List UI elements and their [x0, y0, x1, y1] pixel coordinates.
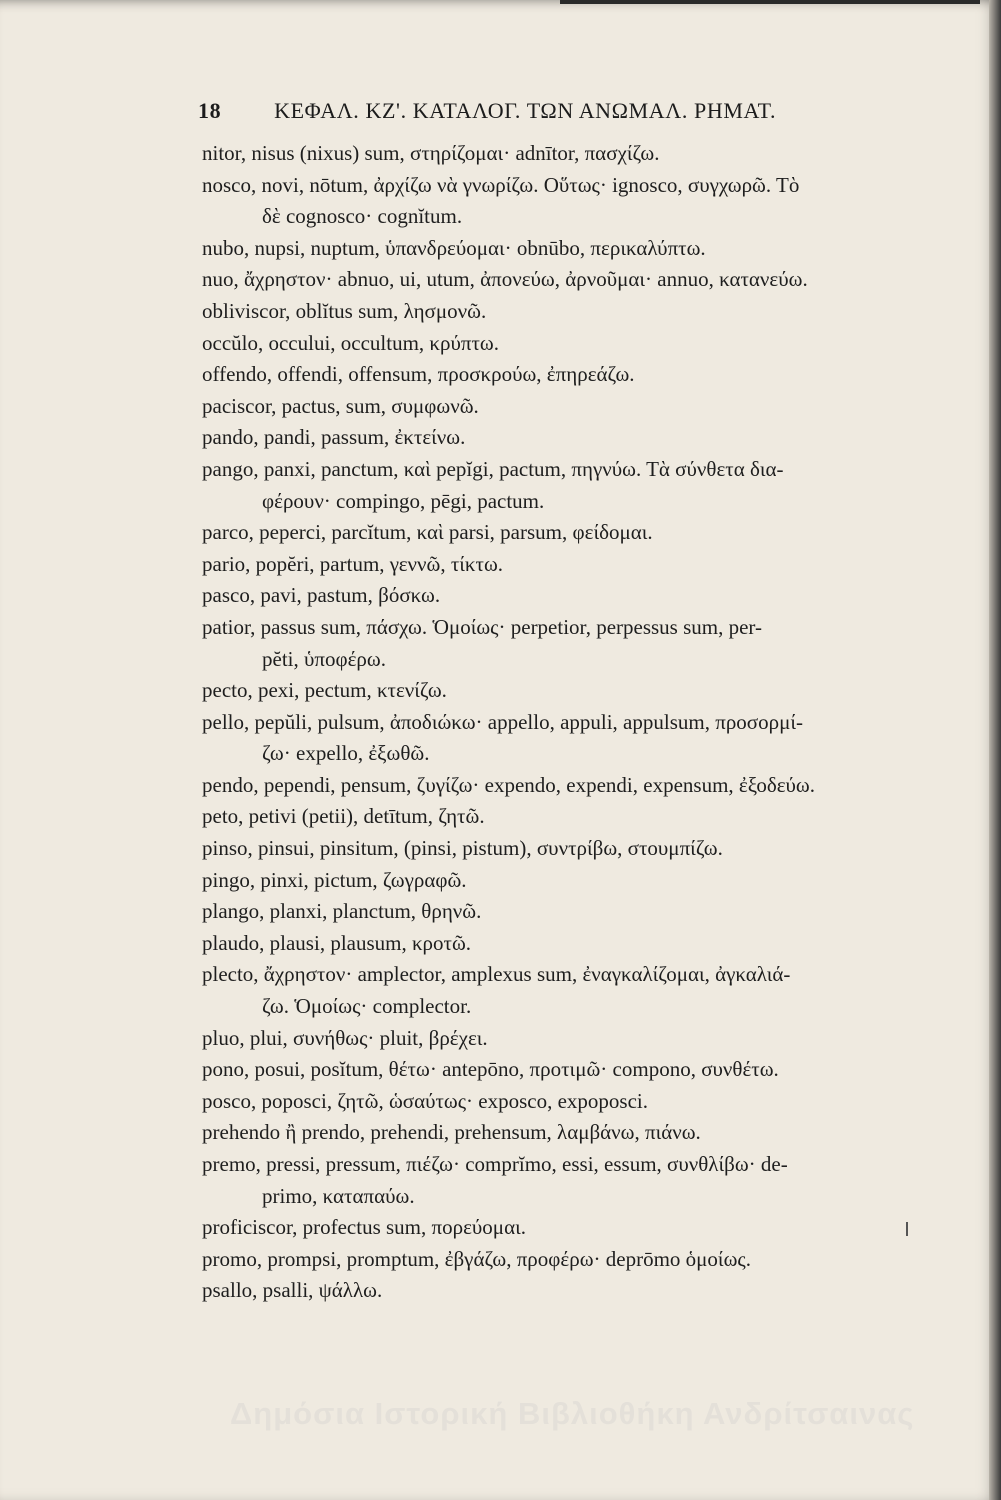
entry-line: plecto, ἄχρηστον· amplector, amplexus sum, ἐναγκαλίζομαι, ἀγκαλιά-: [202, 962, 791, 987]
running-header: [198, 98, 918, 124]
entry-line: obliviscor, oblĭtus sum, λησμονῶ.: [202, 298, 487, 323]
entry-line: pecto, pexi, pectum, κτενίζω.: [202, 678, 447, 703]
entry-line: premo, pressi, pressum, πιέζω· comprĭmo, essi, essum, συνθλίβω· de-: [202, 1152, 788, 1176]
entry-line: pendo, pependi, pensum, ζυγίζω· expendo, expendi, expensum, ἐξοδεύω.: [202, 772, 815, 797]
entry-line: pingo, pinxi, pictum, ζωγραφῶ.: [202, 867, 467, 892]
page-top-edge: [560, 0, 980, 4]
entry-line: patior, passus sum, πάσχω. Ὁμοίως· perpetior, perpessus sum, per-: [202, 614, 762, 639]
entry-line: pango, panxi, panctum, καὶ pepĭgi, pactum, πηγνύω. Τὰ σύνθετα δια-: [202, 456, 784, 481]
entry-line: pono, posui, posĭtum, θέτω· antepōno, προτιμῶ· compono, συνθέτω.: [202, 1057, 779, 1082]
entry-line: offendo, offendi, offensum, προσκρούω, ἐπηρεάζω.: [202, 362, 635, 387]
entry-line: pando, pandi, passum, ἐκτείνω.: [202, 425, 466, 450]
entry-continuation-line: ζω. Ὁμοίως· complector.: [262, 994, 472, 1019]
page-right-edge: [989, 0, 1001, 1500]
entry-line: promo, prompsi, promptum, ἐβγάζω, προφέρω· deprōmo ὁμοίως.: [202, 1246, 751, 1271]
entry-continuation-line: primo, καταπαύω.: [262, 1183, 415, 1208]
entry-line: pasco, pavi, pastum, βόσκω.: [202, 583, 441, 608]
entry-continuation-line: φέρουν· compingo, pēgi, pactum.: [262, 488, 545, 513]
entry-line: proficiscor, profectus sum, πορεύομαι.: [202, 1215, 526, 1240]
entry-line: paciscor, pactus, sum, συμφωνῶ.: [202, 393, 479, 418]
page-number: 18: [198, 98, 222, 123]
entry-line: posco, poposci, ζητῶ, ὡσαύτως· exposco, expoposci.: [202, 1088, 649, 1113]
entry-continuation-line: pĕti, ὑποφέρω.: [262, 646, 386, 671]
entry-line: occŭlo, occului, occultum, κρύπτω.: [202, 330, 500, 355]
entry-continuation-line: ζω· expello, ἐξωθῶ.: [262, 741, 430, 766]
entry-line: peto, petivi (petii), detītum, ζητῶ.: [202, 804, 485, 829]
entry-line: prehendo ἢ prendo, prehendi, prehensum, λαμβάνω, πιάνω.: [202, 1120, 701, 1145]
entry-line: pario, popĕri, partum, γεννῶ, τίκτω.: [202, 551, 504, 576]
entry-line: nitor, nisus (nixus) sum, στηρίζομαι· adnītor, πασχίζω.: [202, 141, 660, 165]
margin-mark: [906, 1222, 908, 1236]
entry-line: pello, pepŭli, pulsum, ἀποδιώκω· appello, appuli, appulsum, προσορμί-: [202, 709, 804, 734]
entry-line: nosco, novi, nōtum, ἀρχίζω νὰ γνωρίζω. Οὕτως· ignosco, συγχωρῶ. Τὸ: [202, 172, 800, 197]
chapter-title: ΚΕΦΑΛ. ΚΖ'. ΚΑΤΑΛΟΓ. ΤΩΝ ΑΝΩΜΑΛ. ΡΗΜΑΤ.: [274, 98, 777, 123]
entry-line: pinso, pinsui, pinsitum, (pinsi, pistum), συντρίβω, στουμπίζω.: [202, 836, 723, 861]
entry-continuation-line: δὲ cognosco· cognĭtum.: [262, 204, 463, 229]
entry-line: pluo, plui, συνήθως· pluit, βρέχει.: [202, 1025, 488, 1050]
verb-list: [202, 138, 922, 1307]
library-watermark: Δημόσια Ιστορική Βιβλιοθήκη Ανδρίτσαινας: [230, 1396, 915, 1431]
entry-line: psallo, psalli, ψάλλω.: [202, 1278, 383, 1303]
entry-line: plaudo, plausi, plausum, κροτῶ.: [202, 930, 472, 955]
entry-line: nubo, nupsi, nuptum, ὑπανδρεύομαι· obnūbo, περικαλύπτω.: [202, 235, 706, 260]
entry-line: nuo, ἄχρηστον· abnuo, ui, utum, ἀπονεύω, ἀρνοῦμαι· annuo, κατανεύω.: [202, 267, 808, 292]
entry-line: plango, planxi, planctum, θρηνῶ.: [202, 899, 482, 924]
entry-line: parco, peperci, parcĭtum, καὶ parsi, parsum, φείδομαι.: [202, 520, 653, 545]
